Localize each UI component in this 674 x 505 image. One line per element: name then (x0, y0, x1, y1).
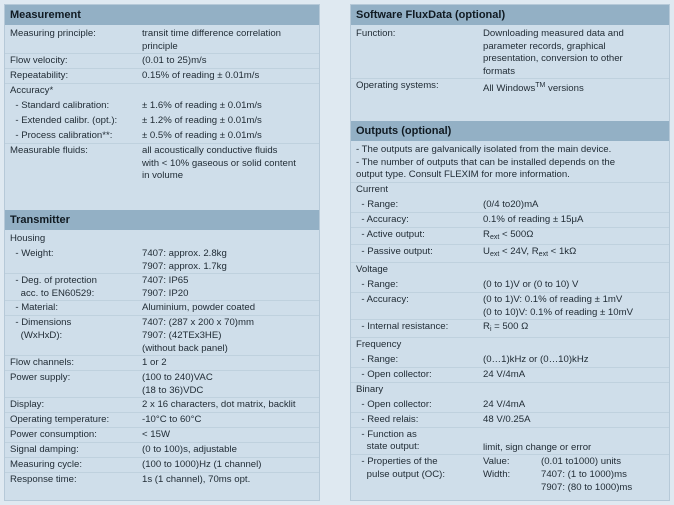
row-value: ± 1.2% of reading ± 0.01m/s (142, 115, 262, 127)
internal-resistance-row (351, 320, 669, 338)
row-key: - Deg. of protection acc. to EN60529: (15, 275, 97, 299)
active-output-row (351, 228, 669, 246)
row-value: 24 V/4mA (483, 368, 526, 380)
outputs-section (351, 121, 669, 497)
row-value: (100 to 1000)Hz (1 channel) (142, 459, 262, 471)
row-value: < 15W (142, 429, 170, 441)
subscript: ext (489, 233, 500, 241)
row-key: - Passive output: (356, 246, 433, 258)
value-text: < 24V, R (499, 246, 539, 258)
passive-output-row (351, 245, 669, 263)
row-key: - Reed relais: (356, 413, 419, 425)
row-key: - Dimensions (WxHxD): (15, 317, 72, 341)
current-accuracy-row (351, 213, 669, 228)
row-key: Signal damping: (10, 444, 79, 456)
transmitter-rows (5, 230, 319, 488)
outputs-note-row (351, 143, 669, 183)
transmitter-row (5, 247, 319, 274)
row-value: ± 0.5% of reading ± 0.01m/s (142, 130, 262, 142)
voltage-group-row (351, 263, 669, 278)
row-key: - Properties of the pulse output (OC): (361, 456, 446, 480)
group-label: Binary (356, 383, 384, 395)
row-value: 2 x 16 characters, dot matrix, backlit (142, 399, 296, 411)
row-key: - Internal resistance: (356, 321, 449, 333)
row-value (142, 84, 319, 85)
voltage-range-row (351, 278, 669, 293)
pulse-output-row (351, 455, 669, 497)
voltage-accuracy-row (351, 293, 669, 320)
row-key: Display: (10, 399, 45, 411)
reed-relais-row (351, 413, 669, 428)
measurement-row (5, 144, 319, 183)
row-value (483, 245, 669, 262)
pulse-width-label: Width: (483, 469, 511, 481)
subscript: ext (538, 251, 549, 259)
row-key: - Function as state output: (361, 428, 420, 453)
left-column (4, 4, 320, 501)
row-value: ± 1.6% of reading ± 0.01m/s (142, 100, 262, 112)
row-value: limit, sign change or error (483, 441, 592, 453)
row-key: Accuracy* (10, 85, 54, 97)
pulse-value: (0.01 to1000) units (541, 456, 622, 468)
outputs-header: Outputs (optional) (351, 121, 669, 141)
row-key: Measuring cycle: (10, 459, 82, 471)
row-value: (0.01 to 25)m/s (142, 55, 207, 67)
os-prefix: All Windows (483, 83, 536, 95)
row-value: Downloading measured data and parameter records, graphical presentation, conversion to other formats (483, 28, 624, 77)
current-group-row (351, 183, 669, 198)
value-text: < 500Ω (499, 228, 534, 240)
measurement-rows (5, 25, 319, 183)
row-key: Flow channels: (10, 357, 74, 369)
software-header: Software FluxData (optional) (351, 5, 669, 25)
row-value: 7407: approx. 2.8kg 7907: approx. 1.7kg (142, 248, 227, 272)
row-value: transit time difference correlation principle (142, 28, 281, 52)
row-value: (0 to 1)V or (0 to 10) V (483, 278, 579, 290)
pulse-width: 7407: (1 to 1000)ms 7907: (80 to 1000)ms (541, 468, 633, 493)
row-value: (0…1)kHz or (0…10)kHz (483, 353, 589, 365)
transmitter-row (5, 443, 319, 458)
row-key: - Process calibration**: (10, 130, 113, 142)
row-key: - Range: (356, 353, 399, 365)
frequency-oc-row (351, 368, 669, 383)
row-value: 1s (1 channel), 70ms opt. (142, 474, 251, 486)
software-os-row (351, 79, 669, 96)
row-value: Aluminium, powder coated (142, 302, 256, 314)
frequency-group-row (351, 338, 669, 353)
row-key: - Active output: (356, 228, 425, 240)
symbol: U (483, 246, 490, 258)
measurement-row (5, 69, 319, 84)
row-key: Repeatability: (10, 70, 69, 82)
transmitter-row (5, 413, 319, 428)
symbol: R (483, 228, 490, 240)
row-key: Response time: (10, 474, 77, 486)
binary-oc-row (351, 398, 669, 413)
row-value (483, 320, 669, 337)
group-label: Voltage (356, 263, 389, 275)
row-key: Power consumption: (10, 429, 97, 441)
row-key: Function: (356, 28, 396, 39)
software-rows (351, 25, 669, 96)
row-key: - Standard calibration: (10, 100, 110, 112)
row-key: Measurable fluids: (10, 145, 88, 157)
subscript: i (489, 326, 492, 334)
value-text: < 1kΩ (548, 246, 577, 258)
row-key: - Accuracy: (356, 213, 409, 225)
os-trademark: TM (535, 82, 546, 90)
current-range-row (351, 198, 669, 213)
measurement-header: Measurement (5, 5, 319, 25)
row-value: -10°C to 60°C (142, 414, 202, 426)
row-value (483, 79, 669, 96)
row-key: Power supply: (10, 372, 71, 384)
row-key: Operating temperature: (10, 414, 110, 426)
measurement-row (5, 99, 319, 114)
row-value: (100 to 240)VAC (18 to 36)VDC (142, 372, 213, 396)
row-value: (0 to 1)V: 0.1% of reading ± 1mV (0 to 10)V: 0.1% of reading ± 10mV (483, 293, 633, 318)
transmitter-section (5, 210, 319, 488)
outputs-rows (351, 141, 669, 497)
transmitter-row (5, 473, 319, 488)
measurement-row (5, 27, 319, 54)
transmitter-row (5, 398, 319, 413)
row-key: - Open collector: (356, 368, 432, 380)
row-key: - Range: (356, 198, 399, 210)
row-value: (0 to 100)s, adjustable (142, 444, 237, 456)
transmitter-row (5, 458, 319, 473)
measurement-section (5, 5, 319, 183)
row-key: - Accuracy: (356, 293, 409, 305)
measurement-row (5, 114, 319, 129)
symbol: R (483, 321, 490, 333)
row-value: 7407: IP65 7907: IP20 (142, 275, 189, 299)
pulse-values (483, 455, 669, 497)
binary-group-row (351, 383, 669, 398)
value-text: = 500 Ω (491, 321, 529, 333)
row-key: - Extended calibr. (opt.): (10, 115, 118, 127)
row-value: (0/4 to20)mA (483, 198, 539, 210)
row-key: Operating systems: (356, 80, 439, 92)
row-value: 0.1% of reading ± 15μA (483, 213, 584, 225)
subscript: ext (489, 251, 500, 259)
row-value (483, 228, 669, 245)
measurement-row (5, 54, 319, 69)
software-function-row (351, 27, 669, 79)
state-output-row (351, 428, 669, 456)
row-key: - Material: (10, 302, 58, 314)
row-value: 24 V/4mA (483, 398, 526, 410)
measurement-row (5, 129, 319, 144)
pulse-value-label: Value: (483, 456, 510, 468)
software-section (351, 5, 669, 96)
row-key: - Weight: (10, 248, 54, 259)
group-label: Frequency (356, 338, 402, 350)
row-value: 48 V/0.25A (483, 413, 531, 425)
measurement-row (5, 84, 319, 99)
row-key: Flow velocity: (10, 55, 68, 67)
transmitter-row (5, 371, 319, 398)
outputs-note: - The outputs are galvanically isolated from the main device. - The number of outputs that can be installed depends on the output type. Consult FLEXIM for more information. (356, 144, 616, 181)
group-label: Current (356, 183, 388, 195)
row-value: 1 or 2 (142, 357, 167, 369)
row-value (142, 232, 319, 233)
row-key: Housing (10, 233, 46, 244)
os-suffix: versions (545, 83, 584, 95)
row-key: - Range: (356, 278, 399, 290)
transmitter-header: Transmitter (5, 210, 319, 230)
transmitter-row (5, 301, 319, 316)
row-value: 7407: (287 x 200 x 70)mm 7907: (42TEx3HE) (without back panel) (142, 317, 254, 354)
frequency-range-row (351, 353, 669, 368)
row-key: - Open collector: (356, 398, 432, 410)
row-value: 0.15% of reading ± 0.01m/s (142, 70, 260, 82)
transmitter-row (5, 232, 319, 247)
transmitter-row (5, 274, 319, 301)
row-value: all acoustically conductive fluids with < 10% gaseous or solid content in volume (142, 145, 296, 182)
transmitter-row (5, 356, 319, 371)
transmitter-row (5, 316, 319, 356)
right-column (350, 4, 670, 501)
transmitter-row (5, 428, 319, 443)
row-key: Measuring principle: (10, 28, 96, 39)
